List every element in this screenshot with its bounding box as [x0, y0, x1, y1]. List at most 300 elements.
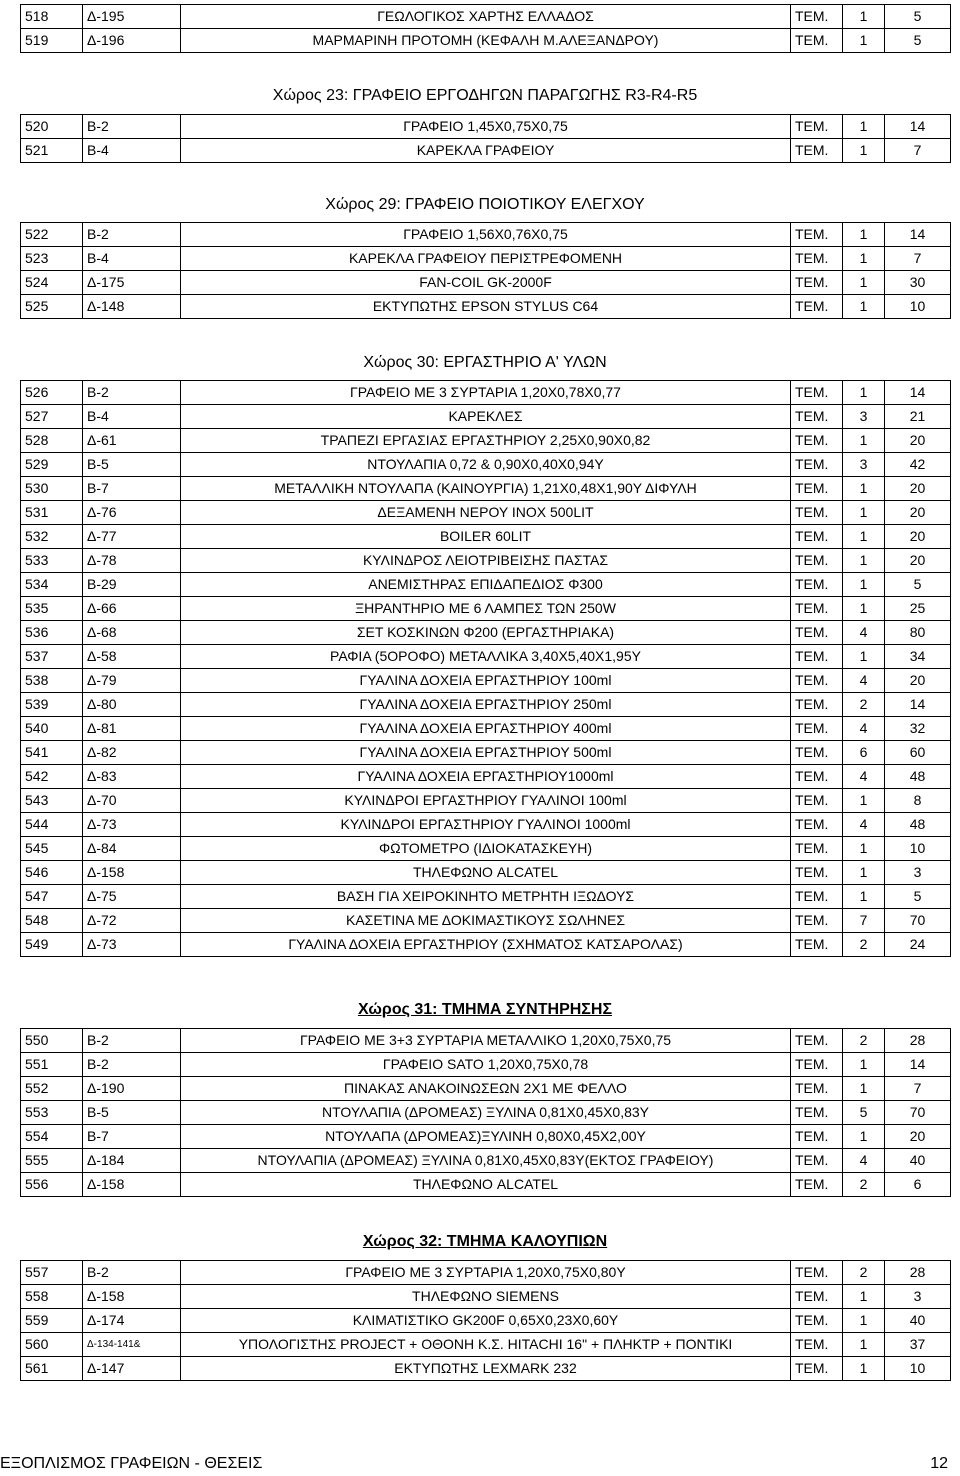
item-code: Δ-158: [83, 861, 181, 885]
item-quantity: 1: [843, 597, 885, 621]
table-row: [21, 29, 951, 53]
item-quantity: 1: [843, 223, 885, 247]
items-table: [20, 380, 951, 957]
item-number: 522: [21, 223, 83, 247]
item-unit: ΤΕΜ.: [791, 1261, 843, 1285]
item-description: ΓΥΑΛΙΝΑ ΔΟΧΕΙΑ ΕΡΓΑΣΤΗΡΙΟΥ1000ml: [181, 765, 791, 789]
item-unit: ΤΕΜ.: [791, 381, 843, 405]
item-number: 548: [21, 909, 83, 933]
item-value: 7: [885, 139, 951, 163]
item-code: Δ-77: [83, 525, 181, 549]
item-value: 5: [885, 29, 951, 53]
item-value: 60: [885, 741, 951, 765]
item-quantity: 2: [843, 933, 885, 957]
table-row: [21, 247, 951, 271]
item-unit: ΤΕΜ.: [791, 1149, 843, 1173]
item-unit: ΤΕΜ.: [791, 765, 843, 789]
item-value: 5: [885, 573, 951, 597]
item-number: 547: [21, 885, 83, 909]
item-value: 37: [885, 1333, 951, 1357]
item-unit: ΤΕΜ.: [791, 1125, 843, 1149]
item-number: 556: [21, 1173, 83, 1197]
item-description: ΓΥΑΛΙΝΑ ΔΟΧΕΙΑ ΕΡΓΑΣΤΗΡΙΟΥ 500ml: [181, 741, 791, 765]
item-unit: ΤΕΜ.: [791, 1309, 843, 1333]
item-quantity: 1: [843, 295, 885, 319]
item-description: ΚΑΡΕΚΛΑ ΓΡΑΦΕΙΟΥ: [181, 139, 791, 163]
item-code: Δ-58: [83, 645, 181, 669]
item-unit: ΤΕΜ.: [791, 693, 843, 717]
item-unit: ΤΕΜ.: [791, 295, 843, 319]
item-quantity: 1: [843, 645, 885, 669]
item-description: ΞΗΡΑΝΤΗΡΙΟ ΜΕ 6 ΛΑΜΠΕΣ ΤΩΝ 250W: [181, 597, 791, 621]
item-value: 24: [885, 933, 951, 957]
item-unit: ΤΕΜ.: [791, 115, 843, 139]
item-value: 6: [885, 1173, 951, 1197]
item-quantity: 4: [843, 813, 885, 837]
item-code: Δ-84: [83, 837, 181, 861]
table-row: [21, 573, 951, 597]
item-unit: ΤΕΜ.: [791, 1285, 843, 1309]
item-quantity: 1: [843, 861, 885, 885]
item-code: Δ-81: [83, 717, 181, 741]
item-value: 14: [885, 1053, 951, 1077]
item-value: 40: [885, 1149, 951, 1173]
item-code: Β-2: [83, 1261, 181, 1285]
table-row: [21, 139, 951, 163]
item-unit: ΤΕΜ.: [791, 5, 843, 29]
table-row: [21, 1333, 951, 1357]
item-description: ΥΠΟΛΟΓΙΣΤΗΣ PROJECT + ΟΘΟΝΗ Κ.Σ. HITACHI 16" + ΠΛΗΚΤΡ + ΠΟΝΤΙΚΙ: [181, 1333, 791, 1357]
item-unit: ΤΕΜ.: [791, 741, 843, 765]
item-quantity: 1: [843, 247, 885, 271]
item-code: Δ-66: [83, 597, 181, 621]
section-title: Χώρος 30: ΕΡΓΑΣΤΗΡΙΟ Α' ΥΛΩΝ: [363, 354, 607, 371]
item-quantity: 1: [843, 1285, 885, 1309]
item-description: ΦΩΤΟΜΕΤΡΟ (ΙΔΙΟΚΑΤΑΣΚΕΥΗ): [181, 837, 791, 861]
item-description: ΓΥΑΛΙΝΑ ΔΟΧΕΙΑ ΕΡΓΑΣΤΗΡΙΟΥ 250ml: [181, 693, 791, 717]
table-row: [21, 1285, 951, 1309]
item-unit: ΤΕΜ.: [791, 1053, 843, 1077]
item-unit: ΤΕΜ.: [791, 1173, 843, 1197]
item-unit: ΤΕΜ.: [791, 1077, 843, 1101]
item-description: ΜΑΡΜΑΡΙΝΗ ΠΡΟΤΟΜΗ (ΚΕΦΑΛΗ Μ.ΑΛΕΞΑΝΔΡΟΥ): [181, 29, 791, 53]
item-code: Β-4: [83, 247, 181, 271]
table-row: [21, 933, 951, 957]
item-description: ΜΕΤΑΛΛΙΚΗ ΝΤΟΥΛΑΠΑ (ΚΑΙΝΟΥΡΓΙΑ) 1,21Χ0,48Χ1,90Υ ΔΙΦΥΛΗ: [181, 477, 791, 501]
item-unit: ΤΕΜ.: [791, 789, 843, 813]
table-row: [21, 1261, 951, 1285]
item-unit: ΤΕΜ.: [791, 837, 843, 861]
item-code: Δ-158: [83, 1173, 181, 1197]
item-number: 554: [21, 1125, 83, 1149]
item-number: 540: [21, 717, 83, 741]
item-unit: ΤΕΜ.: [791, 453, 843, 477]
item-code: Δ-78: [83, 549, 181, 573]
table-row: [21, 717, 951, 741]
item-description: ΓΡΑΦΕΙΟ ΜΕ 3 ΣΥΡΤΑΡΙΑ 1,20Χ0,78Χ0,77: [181, 381, 791, 405]
item-quantity: 7: [843, 909, 885, 933]
table-row: [21, 115, 951, 139]
item-description: ΡΑΦΙΑ (5ΟΡΟΦΟ) ΜΕΤΑΛΛΙΚΑ 3,40Χ5,40Χ1,95Υ: [181, 645, 791, 669]
item-value: 5: [885, 885, 951, 909]
section-title: Χώρος 29: ΓΡΑΦΕΙΟ ΠΟΙΟΤΙΚΟΥ ΕΛΕΓΧΟΥ: [325, 196, 645, 213]
item-quantity: 1: [843, 477, 885, 501]
table-row: [21, 837, 951, 861]
item-quantity: 3: [843, 453, 885, 477]
table-row: [21, 5, 951, 29]
item-value: 48: [885, 813, 951, 837]
table-row: [21, 453, 951, 477]
item-value: 14: [885, 693, 951, 717]
item-description: FAN-COIL GK-2000F: [181, 271, 791, 295]
item-description: ΚΥΛΙΝΔΡΟΙ ΕΡΓΑΣΤΗΡΙΟΥ ΓΥΑΛΙΝΟΙ 1000ml: [181, 813, 791, 837]
item-quantity: 1: [843, 1333, 885, 1357]
item-code: Δ-158: [83, 1285, 181, 1309]
table-row: [21, 271, 951, 295]
item-number: 560: [21, 1333, 83, 1357]
item-description: ΓΡΑΦΕΙΟ ΜΕ 3 ΣΥΡΤΑΡΙΑ 1,20Χ0,75Χ0,80Υ: [181, 1261, 791, 1285]
item-quantity: 4: [843, 669, 885, 693]
item-code: Δ-83: [83, 765, 181, 789]
item-value: 30: [885, 271, 951, 295]
item-description: ΣΕΤ ΚΟΣΚΙΝΩΝ Φ200 (ΕΡΓΑΣΤΗΡΙΑΚΑ): [181, 621, 791, 645]
item-number: 542: [21, 765, 83, 789]
item-value: 3: [885, 1285, 951, 1309]
item-quantity: 1: [843, 271, 885, 295]
item-unit: ΤΕΜ.: [791, 1029, 843, 1053]
item-quantity: 4: [843, 1149, 885, 1173]
table-row: [21, 477, 951, 501]
item-code: Β-2: [83, 1053, 181, 1077]
item-value: 10: [885, 295, 951, 319]
item-number: 558: [21, 1285, 83, 1309]
item-quantity: 1: [843, 1357, 885, 1381]
item-code: Δ-72: [83, 909, 181, 933]
section-title: Χώρος 23: ΓΡΑΦΕΙΟ ΕΡΓΟΔΗΓΩΝ ΠΑΡΑΓΩΓΗΣ R3-R4-R5: [272, 87, 698, 104]
item-unit: ΤΕΜ.: [791, 405, 843, 429]
item-unit: ΤΕΜ.: [791, 549, 843, 573]
item-number: 537: [21, 645, 83, 669]
item-value: 5: [885, 5, 951, 29]
items-table: [20, 114, 951, 163]
item-code: Β-29: [83, 573, 181, 597]
item-quantity: 2: [843, 1029, 885, 1053]
item-value: 28: [885, 1261, 951, 1285]
item-value: 20: [885, 429, 951, 453]
table-row: [21, 1173, 951, 1197]
item-number: 523: [21, 247, 83, 271]
item-value: 80: [885, 621, 951, 645]
item-description: ΤΡΑΠΕΖΙ ΕΡΓΑΣΙΑΣ ΕΡΓΑΣΤΗΡΙΟΥ 2,25Χ0,90Χ0,82: [181, 429, 791, 453]
item-value: 14: [885, 115, 951, 139]
item-unit: ΤΕΜ.: [791, 573, 843, 597]
item-number: 557: [21, 1261, 83, 1285]
item-quantity: 1: [843, 115, 885, 139]
item-code: Δ-190: [83, 1077, 181, 1101]
item-unit: ΤΕΜ.: [791, 501, 843, 525]
item-description: ΚΥΛΙΝΔΡΟΣ ΛΕΙΟΤΡΙΒΕΙΣΗΣ ΠΑΣΤΑΣ: [181, 549, 791, 573]
item-description: ΓΡΑΦΕΙΟ 1,56Χ0,76Χ0,75: [181, 223, 791, 247]
item-quantity: 1: [843, 573, 885, 597]
table-row: [21, 295, 951, 319]
item-quantity: 3: [843, 405, 885, 429]
item-value: 7: [885, 1077, 951, 1101]
table-row: [21, 1053, 951, 1077]
item-number: 538: [21, 669, 83, 693]
item-quantity: 1: [843, 789, 885, 813]
item-value: 32: [885, 717, 951, 741]
item-quantity: 1: [843, 549, 885, 573]
item-number: 536: [21, 621, 83, 645]
item-quantity: 1: [843, 885, 885, 909]
item-code: Δ-80: [83, 693, 181, 717]
item-code: Β-5: [83, 1101, 181, 1125]
item-quantity: 2: [843, 1261, 885, 1285]
table-row: [21, 765, 951, 789]
item-number: 549: [21, 933, 83, 957]
table-row: [21, 525, 951, 549]
item-code: Δ-68: [83, 621, 181, 645]
item-number: 541: [21, 741, 83, 765]
item-unit: ΤΕΜ.: [791, 271, 843, 295]
item-unit: ΤΕΜ.: [791, 597, 843, 621]
item-code: Δ-73: [83, 813, 181, 837]
item-value: 10: [885, 1357, 951, 1381]
table-row: [21, 501, 951, 525]
item-value: 20: [885, 669, 951, 693]
item-description: ΓΥΑΛΙΝΑ ΔΟΧΕΙΑ ΕΡΓΑΣΤΗΡΙΟΥ 100ml: [181, 669, 791, 693]
item-value: 20: [885, 549, 951, 573]
item-code: Δ-195: [83, 5, 181, 29]
item-number: 543: [21, 789, 83, 813]
item-value: 28: [885, 1029, 951, 1053]
item-code: Δ-76: [83, 501, 181, 525]
item-number: 552: [21, 1077, 83, 1101]
item-number: 555: [21, 1149, 83, 1173]
item-number: 546: [21, 861, 83, 885]
item-description: ΓΥΑΛΙΝΑ ΔΟΧΕΙΑ ΕΡΓΑΣΤΗΡΙΟΥ 400ml: [181, 717, 791, 741]
item-number: 530: [21, 477, 83, 501]
item-description: ΓΥΑΛΙΝΑ ΔΟΧΕΙΑ ΕΡΓΑΣΤΗΡΙΟΥ (ΣΧΗΜΑΤΟΣ ΚΑΤΣΑΡΟΛΑΣ): [181, 933, 791, 957]
item-unit: ΤΕΜ.: [791, 1357, 843, 1381]
item-number: 551: [21, 1053, 83, 1077]
item-unit: ΤΕΜ.: [791, 477, 843, 501]
item-value: 20: [885, 477, 951, 501]
item-unit: ΤΕΜ.: [791, 669, 843, 693]
item-number: 520: [21, 115, 83, 139]
section-title: Χώρος 32: ΤΜΗΜΑ ΚΑΛΟΥΠΙΩΝ: [362, 1233, 608, 1250]
table-row: [21, 597, 951, 621]
item-description: ΕΚΤΥΠΩΤΗΣ LEXMARK 232: [181, 1357, 791, 1381]
item-code: Δ-134-141&: [83, 1333, 181, 1357]
item-quantity: 1: [843, 525, 885, 549]
item-quantity: 5: [843, 1101, 885, 1125]
section-title: Χώρος 31: ΤΜΗΜΑ ΣΥΝΤΗΡΗΣΗΣ: [357, 1001, 613, 1018]
item-description: ΤΗΛΕΦΩΝΟ ALCATEL: [181, 861, 791, 885]
item-unit: ΤΕΜ.: [791, 29, 843, 53]
item-description: ΔΕΞΑΜΕΝΗ ΝΕΡΟΥ INOX 500LIT: [181, 501, 791, 525]
item-value: 48: [885, 765, 951, 789]
item-code: Β-4: [83, 139, 181, 163]
item-number: 534: [21, 573, 83, 597]
item-description: ΚΛΙΜΑΤΙΣΤΙΚΟ GK200F 0,65Χ0,23Χ0,60Υ: [181, 1309, 791, 1333]
item-quantity: 2: [843, 1173, 885, 1197]
item-number: 524: [21, 271, 83, 295]
item-description: ΓΡΑΦΕΙΟ SATO 1,20Χ0,75Χ0,78: [181, 1053, 791, 1077]
table-row: [21, 861, 951, 885]
item-code: Β-5: [83, 453, 181, 477]
item-description: ΤΗΛΕΦΩΝΟ ALCATEL: [181, 1173, 791, 1197]
item-description: ΚΥΛΙΝΔΡΟΙ ΕΡΓΑΣΤΗΡΙΟΥ ΓΥΑΛΙΝΟΙ 100ml: [181, 789, 791, 813]
item-value: 3: [885, 861, 951, 885]
item-number: 545: [21, 837, 83, 861]
item-quantity: 1: [843, 1077, 885, 1101]
item-value: 40: [885, 1309, 951, 1333]
table-row: [21, 813, 951, 837]
item-number: 521: [21, 139, 83, 163]
footer-page-number: 12: [930, 1455, 948, 1472]
table-row: [21, 1029, 951, 1053]
table-row: [21, 789, 951, 813]
table-row: [21, 429, 951, 453]
item-number: 529: [21, 453, 83, 477]
item-value: 14: [885, 381, 951, 405]
item-description: ΓΡΑΦΕΙΟ ΜΕ 3+3 ΣΥΡΤΑΡΙΑ ΜΕΤΑΛΛΙΚΟ 1,20Χ0,75Χ0,75: [181, 1029, 791, 1053]
table-row: [21, 909, 951, 933]
table-row: [21, 405, 951, 429]
item-unit: ΤΕΜ.: [791, 885, 843, 909]
item-code: Δ-196: [83, 29, 181, 53]
footer-document-title: ΕΞΟΠΛΙΣΜΟΣ ΓΡΑΦΕΙΩΝ - ΘΕΣΕΙΣ: [0, 1455, 263, 1472]
table-row: [21, 1309, 951, 1333]
item-code: Β-2: [83, 1029, 181, 1053]
item-number: 532: [21, 525, 83, 549]
item-code: Δ-184: [83, 1149, 181, 1173]
item-value: 70: [885, 1101, 951, 1125]
item-code: Δ-73: [83, 933, 181, 957]
items-table: [20, 1028, 951, 1197]
table-row: [21, 549, 951, 573]
item-quantity: 1: [843, 5, 885, 29]
item-quantity: 1: [843, 381, 885, 405]
item-unit: ΤΕΜ.: [791, 1101, 843, 1125]
items-table: [20, 4, 951, 53]
item-description: ΕΚΤΥΠΩΤΗΣ EPSON STYLUS C64: [181, 295, 791, 319]
item-value: 42: [885, 453, 951, 477]
table-row: [21, 223, 951, 247]
table-row: [21, 1077, 951, 1101]
item-value: 20: [885, 501, 951, 525]
item-description: ΒΑΣΗ ΓΙΑ ΧΕΙΡΟΚΙΝΗΤΟ ΜΕΤΡΗΤΗ ΙΞΩΔΟΥΣ: [181, 885, 791, 909]
item-unit: ΤΕΜ.: [791, 861, 843, 885]
item-code: Δ-82: [83, 741, 181, 765]
item-unit: ΤΕΜ.: [791, 139, 843, 163]
table-row: [21, 1101, 951, 1125]
item-number: 533: [21, 549, 83, 573]
table-row: [21, 741, 951, 765]
item-quantity: 1: [843, 139, 885, 163]
item-quantity: 1: [843, 837, 885, 861]
item-unit: ΤΕΜ.: [791, 1333, 843, 1357]
table-row: [21, 381, 951, 405]
item-description: ΝΤΟΥΛΑΠΑ (ΔΡΟΜΕΑΣ)ΞΥΛΙΝΗ 0,80Χ0,45Χ2,00Υ: [181, 1125, 791, 1149]
item-description: BOILER 60LIT: [181, 525, 791, 549]
table-row: [21, 621, 951, 645]
item-value: 14: [885, 223, 951, 247]
item-quantity: 1: [843, 1309, 885, 1333]
items-table: [20, 1260, 951, 1381]
item-quantity: 4: [843, 621, 885, 645]
item-code: Β-2: [83, 115, 181, 139]
item-unit: ΤΕΜ.: [791, 525, 843, 549]
item-code: Δ-174: [83, 1309, 181, 1333]
item-code: Β-2: [83, 223, 181, 247]
item-code: Δ-148: [83, 295, 181, 319]
table-row: [21, 1149, 951, 1173]
item-description: ΠΙΝΑΚΑΣ ΑΝΑΚΟΙΝΩΣΕΩΝ 2Χ1 ΜΕ ΦΕΛΛΟ: [181, 1077, 791, 1101]
item-code: Β-4: [83, 405, 181, 429]
item-number: 544: [21, 813, 83, 837]
item-value: 10: [885, 837, 951, 861]
item-unit: ΤΕΜ.: [791, 645, 843, 669]
item-value: 8: [885, 789, 951, 813]
item-number: 535: [21, 597, 83, 621]
item-unit: ΤΕΜ.: [791, 247, 843, 271]
item-quantity: 1: [843, 1125, 885, 1149]
item-value: 20: [885, 1125, 951, 1149]
item-number: 519: [21, 29, 83, 53]
table-row: [21, 645, 951, 669]
item-unit: ΤΕΜ.: [791, 429, 843, 453]
table-row: [21, 1125, 951, 1149]
items-table: [20, 222, 951, 319]
item-code: Δ-147: [83, 1357, 181, 1381]
table-row: [21, 669, 951, 693]
item-number: 531: [21, 501, 83, 525]
item-description: ΚΑΡΕΚΛΑ ΓΡΑΦΕΙΟΥ ΠΕΡΙΣΤΡΕΦΟΜΕΝΗ: [181, 247, 791, 271]
item-value: 34: [885, 645, 951, 669]
item-description: ΚΑΣΕΤΙΝΑ ΜΕ ΔΟΚΙΜΑΣΤΙΚΟΥΣ ΣΩΛΗΝΕΣ: [181, 909, 791, 933]
item-unit: ΤΕΜ.: [791, 223, 843, 247]
table-row: [21, 1357, 951, 1381]
item-quantity: 1: [843, 29, 885, 53]
item-code: Δ-70: [83, 789, 181, 813]
item-value: 25: [885, 597, 951, 621]
item-quantity: 2: [843, 693, 885, 717]
item-description: ΝΤΟΥΛΑΠΙΑ 0,72 & 0,90Χ0,40Χ0,94Υ: [181, 453, 791, 477]
item-code: Β-7: [83, 1125, 181, 1149]
table-row: [21, 885, 951, 909]
item-unit: ΤΕΜ.: [791, 813, 843, 837]
item-description: ΑΝΕΜΙΣΤΗΡΑΣ ΕΠΙΔΑΠΕΔΙΟΣ Φ300: [181, 573, 791, 597]
item-description: ΤΗΛΕΦΩΝΟ SIEMENS: [181, 1285, 791, 1309]
item-code: Δ-75: [83, 885, 181, 909]
item-code: Δ-61: [83, 429, 181, 453]
item-unit: ΤΕΜ.: [791, 621, 843, 645]
item-code: Δ-175: [83, 271, 181, 295]
item-quantity: 1: [843, 429, 885, 453]
item-unit: ΤΕΜ.: [791, 717, 843, 741]
item-description: ΓΕΩΛΟΓΙΚΟΣ ΧΑΡΤΗΣ ΕΛΛΑΔΟΣ: [181, 5, 791, 29]
item-number: 539: [21, 693, 83, 717]
item-description: ΝΤΟΥΛΑΠΙΑ (ΔΡΟΜΕΑΣ) ΞΥΛΙΝΑ 0,81Χ0,45Χ0,83Υ(ΕΚΤΟΣ ΓΡΑΦΕΙΟΥ): [181, 1149, 791, 1173]
item-number: 561: [21, 1357, 83, 1381]
item-quantity: 4: [843, 717, 885, 741]
item-number: 526: [21, 381, 83, 405]
item-description: ΝΤΟΥΛΑΠΙΑ (ΔΡΟΜΕΑΣ) ΞΥΛΙΝΑ 0,81Χ0,45Χ0,83Υ: [181, 1101, 791, 1125]
item-code: Β-2: [83, 381, 181, 405]
item-number: 550: [21, 1029, 83, 1053]
